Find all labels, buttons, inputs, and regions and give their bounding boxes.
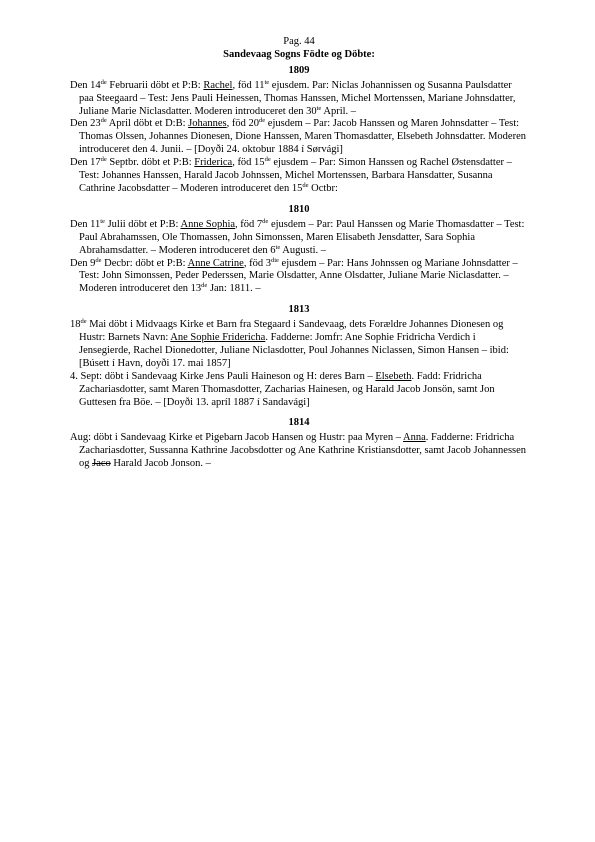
entry-text: Den 17: [70, 157, 101, 169]
ordinal-suffix: de: [100, 78, 107, 86]
child-name: Elsebeth: [375, 370, 412, 382]
entry-text: . Fadderne: Jomfr: Ane Sophie Fridricha Verdich i Jensegierde, Rachel Dionedotter, Juliane Niclasdotter, Poul Johannes Niclassen, Simon Hansen – ibid: [Búsett í Havn, doyði 17. mai 1857]: [79, 332, 509, 369]
entry-text: Julii döbt et P:B:: [104, 218, 181, 230]
entry-text: ejusdem – Par: Paul Hanssen og Marie Thomasdatter – Test: Paul Abrahamssen, Ole Thomassen, John Simonssen, Maren Elisabeth Jensdatter, Sara Sophia Abrahamsdatter. – Moderen introduceret den 6: [79, 218, 525, 256]
baptism-entry: [70, 118, 528, 157]
baptism-entry: [70, 319, 528, 371]
entry-text: . Fadderne: Fridricha Zachariasdotter, Sussanna Kathrine Jacobsdotter og Ane Kathrine Kristiansdotter, samt Jacob Johannessen og: [79, 432, 527, 470]
entry-text: , föd 3: [243, 257, 271, 269]
child-name: Anna: [403, 432, 426, 444]
child-name: Rachel: [203, 79, 233, 91]
entry-text: April. –: [321, 105, 357, 117]
entry-text: Februarii döbt et P:B:: [106, 79, 204, 91]
entry-text: Decbr: döbt et P:B:: [101, 257, 188, 269]
entry-text: 18: [70, 319, 81, 331]
document-page: [70, 36, 528, 471]
year-heading: 1809: [288, 64, 310, 76]
entry-text: Den 14: [70, 79, 101, 91]
ordinal-suffix: de: [302, 181, 309, 189]
entry-text: Den 11: [70, 218, 101, 230]
entry-text: April döbt et D:B:: [106, 118, 189, 130]
year-section-1814: [70, 417, 528, 471]
year-heading: 1813: [288, 304, 310, 316]
entry-text: Den 23: [70, 118, 101, 130]
entry-text: Harald Jacob Jonson. –: [110, 458, 211, 470]
year-heading: 1810: [288, 203, 310, 215]
child-name: Johannes: [188, 118, 227, 130]
register-title: Sandevaag Sogns Födte og Döbte:: [223, 48, 375, 60]
struck-text: Jaco: [92, 458, 111, 470]
entry-text: Jan: 1811. –: [207, 283, 261, 295]
entry-text: Aug: döbt i Sandevaag Kirke et Pigebarn Jacob Hansen og Hustr: paa Myren –: [70, 432, 404, 444]
entry-text: Augusti. –: [280, 244, 327, 256]
ordinal-suffix: de: [262, 217, 269, 225]
entry-text: Den 9: [70, 257, 96, 269]
year-section-1813: [70, 304, 528, 409]
baptism-entry: [70, 371, 528, 410]
baptism-entry: [70, 157, 528, 196]
year-section-1810: [70, 204, 528, 296]
ordinal-suffix: te: [100, 217, 105, 225]
year-section-1809: [70, 65, 528, 196]
entry-text: ejusdem. Par: Niclas Johannissen og Susanna Paulsdatter paa Steegaard – Test: Jens Pauli Heinessen, Thomas Hanssen, Michel Mortenssen, Mariane Johnsdatter, Juliane Marie Niclasdatter. Moderen introduceret den 30: [79, 79, 516, 117]
entry-text: Septbr. döbt et P:B:: [106, 157, 195, 169]
child-name: Ane Sophie Fridericha: [170, 332, 266, 344]
entry-text: , föd 11: [232, 79, 265, 91]
entry-text: Octbr:: [308, 182, 338, 194]
ordinal-suffix: de: [100, 117, 107, 125]
ordinal-suffix: die: [270, 256, 279, 264]
ordinal-suffix: de: [100, 156, 107, 164]
ordinal-suffix: de: [95, 256, 102, 264]
entry-text: , föd 7: [235, 218, 263, 230]
ordinal-suffix: te: [316, 104, 322, 112]
ordinal-suffix: de: [201, 282, 208, 290]
child-name: Anne Sophia: [180, 218, 236, 230]
ordinal-suffix: de: [264, 156, 271, 164]
ordinal-suffix: te: [275, 243, 281, 251]
baptism-entry: [70, 258, 528, 297]
register-sections: [70, 65, 528, 471]
entry-text: , föd 15: [232, 157, 265, 169]
entry-text: 4. Sept: döbt i Sandevaag Kirke Jens Pauli Haineson og H: deres Barn –: [70, 370, 376, 382]
entry-text: Mai döbt i Midvaags Kirke et Barn fra Stegaard i Sandevaag, dets Forældre Johannes Dionesen og Hustr: Barnets Navn:: [79, 319, 504, 344]
entry-text: ejusdem – Par: Jacob Hanssen og Maren Johnsdatter – Test: Thomas Olssen, Johannes Dionesen, Dione Hanssen, Maren Thomasdatter, Elsebeth Johnsdatter. Moderen introduceret den 4. Junii. – [Doyði 24. oktobur 1884 í Sørvági]: [79, 118, 526, 156]
ordinal-suffix: de: [259, 117, 266, 125]
ordinal-suffix: de: [80, 318, 87, 326]
entry-text: , föd 20: [226, 118, 260, 130]
ordinal-suffix: te: [264, 78, 270, 86]
entry-text: ejusdem – Par: Simon Hanssen og Rachel Østensdatter – Test: Johannes Hanssen, Harald Jacob Johnssen, Michel Mortenssen, Barbara Hansdatter, Susanna Cathrine Jacobsdatter – Moderen introduceret den 15: [79, 157, 512, 194]
child-name: Anne Catrine: [187, 257, 244, 269]
child-name: Friderica: [194, 157, 233, 169]
entry-text: . Fadd: Fridricha Zachariasdotter, samt Maren Thomasdotter, Zacharias Hainesen, og Harald Jacob Jonsön, samt Jon Guttesen fra Böe. – [Doyði 13. apríl 1887 í Sandavági]: [79, 370, 495, 408]
baptism-entry: [70, 80, 528, 119]
baptism-entry: [70, 219, 528, 258]
year-heading: 1814: [288, 417, 310, 429]
entry-text: ejusdem – Par: Hans Johnssen og Mariane Johnsdatter – Test: John Simonssen, Peder Pederssen, Marie Olsdatter, Anne Olsdatter, Juliane Marie Niclasdatter. – Moderen introduceret den 13: [79, 257, 518, 295]
baptism-entry: [70, 432, 528, 471]
page-number: Pag. 44: [283, 36, 315, 47]
